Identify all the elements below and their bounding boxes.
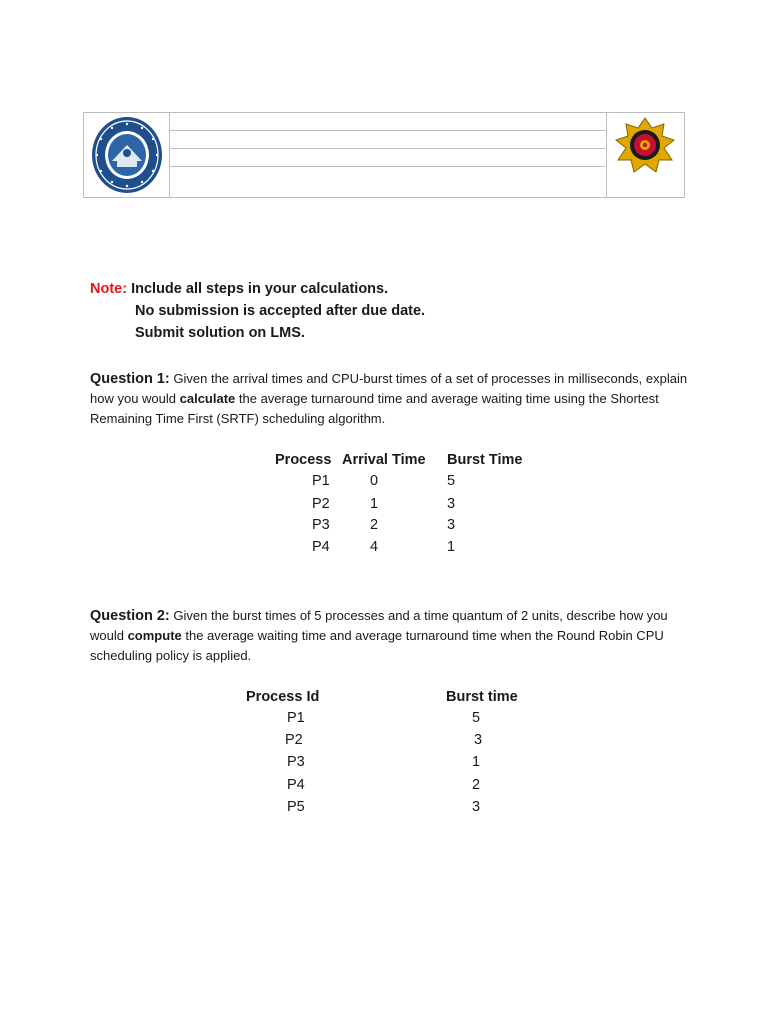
note-line-1 <box>90 281 388 297</box>
question-2-text <box>90 606 690 666</box>
question-2-keyword: compute <box>127 628 182 643</box>
header-divider-left <box>169 113 170 197</box>
q1-cell-arrival: 1 <box>370 496 379 512</box>
q1-cell-burst: 1 <box>447 539 456 555</box>
q2-cell-process: P5 <box>287 799 305 815</box>
note-line-2: No submission is accepted after due date. <box>135 303 426 319</box>
note-line-3: Submit solution on LMS. <box>135 325 305 341</box>
question-1-body-end: the average turnaround time and average waiting time using the Shortest Remaining Time First (SRTF) scheduling algorithm. <box>90 391 659 426</box>
question-1-keyword: calculate <box>179 391 236 406</box>
question-2-body: Given the burst times of 5 processes and a time quantum of 2 units, describe how you would <box>90 608 668 643</box>
header-row-line <box>170 130 605 131</box>
note-text: Include all steps in your calculations. <box>131 281 389 297</box>
question-2-body-end: the average waiting time and average turnaround time when the Round Robin CPU scheduling policy is applied. <box>90 628 664 663</box>
question-1-body: Given the arrival times and CPU-burst times of a set of processes in milliseconds, explain how you would <box>90 371 688 406</box>
q2-cell-burst: 5 <box>472 710 481 726</box>
q1-cell-burst: 3 <box>447 496 456 512</box>
q2-cell-process: P3 <box>287 754 305 770</box>
q2-cell-burst: 3 <box>474 732 483 748</box>
q2-header-process-id: Process Id <box>246 689 320 705</box>
question-1-text <box>90 369 690 429</box>
q1-header-arrival-time: Arrival Time <box>342 452 426 468</box>
question-2-title: Question 2: <box>90 608 170 624</box>
header-table <box>83 112 685 198</box>
q2-cell-process: P2 <box>285 732 303 748</box>
header-divider-right <box>606 113 607 197</box>
q2-cell-process: P4 <box>287 777 305 793</box>
q1-cell-process: P2 <box>312 496 330 512</box>
q1-cell-burst: 5 <box>447 473 456 489</box>
q1-header-burst-time: Burst Time <box>447 452 523 468</box>
q2-cell-burst: 2 <box>472 777 481 793</box>
q2-cell-process: P1 <box>287 710 305 726</box>
q1-cell-arrival: 4 <box>370 539 379 555</box>
q2-cell-burst: 3 <box>472 799 481 815</box>
q1-cell-arrival: 0 <box>370 473 379 489</box>
university-seal-logo <box>90 115 164 195</box>
q1-cell-arrival: 2 <box>370 517 379 533</box>
note-label: Note: <box>90 281 128 297</box>
header-row-line <box>170 166 605 167</box>
q1-cell-burst: 3 <box>447 517 456 533</box>
department-emblem-logo <box>614 116 676 174</box>
q1-cell-process: P4 <box>312 539 330 555</box>
q2-header-burst-time: Burst time <box>446 689 518 705</box>
q2-cell-burst: 1 <box>472 754 481 770</box>
q1-cell-process: P3 <box>312 517 330 533</box>
q1-cell-process: P1 <box>312 473 330 489</box>
header-row-line <box>170 148 605 149</box>
question-1-title: Question 1: <box>90 371 170 387</box>
q1-header-process: Process <box>275 452 332 468</box>
